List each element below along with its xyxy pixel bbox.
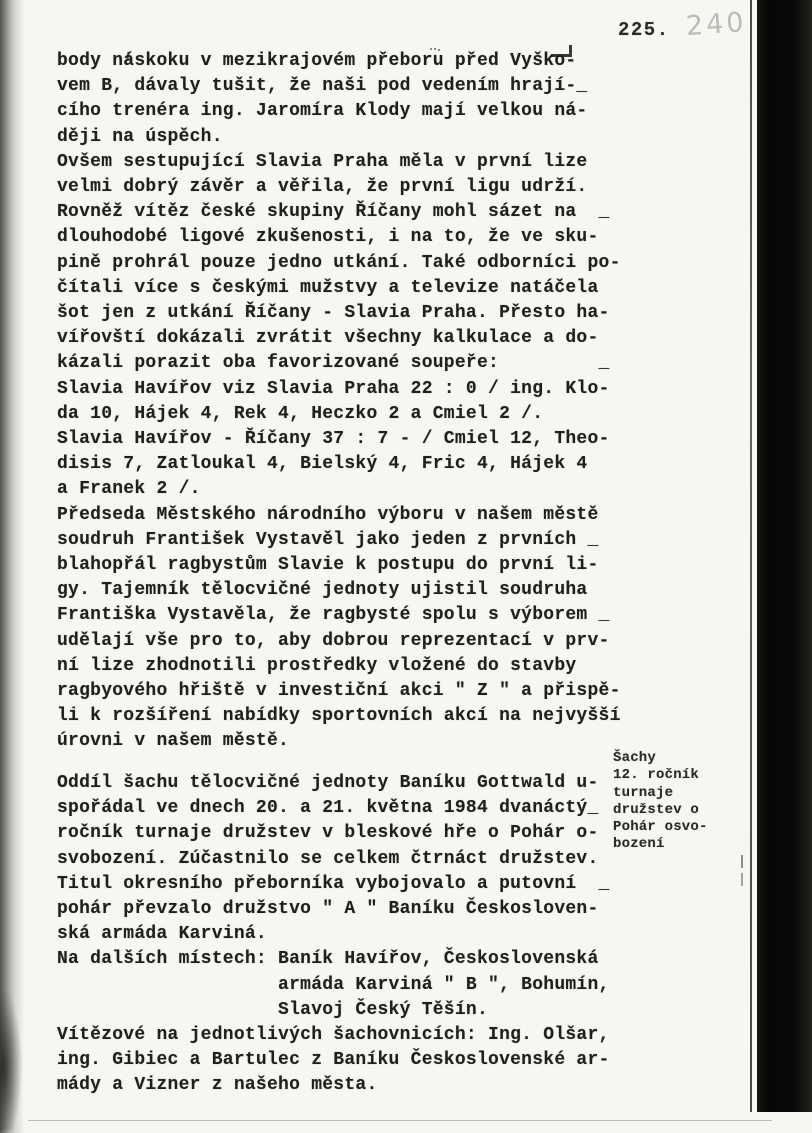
- typewritten-line: mády a Vizner z našeho města.: [57, 1075, 378, 1096]
- typewritten-line: ní lize zhodnotili prostředky vložené do stavby: [57, 655, 577, 676]
- binding-shadow-blotch: [0, 990, 22, 1130]
- typewritten-line: vířovští dokázali zvrátit všechny kalkulace a do-: [57, 328, 599, 349]
- typewritten-line: Titul okresního přeborníka vybojovalo a putovní _: [57, 873, 610, 894]
- bottom-scan-rule: [28, 1120, 772, 1121]
- typewritten-line: čítali více s českými mužstvy a televize natáčela: [57, 277, 599, 298]
- typewritten-line: blahopřál ragbystům Slavie k postupu do první li-: [57, 555, 599, 576]
- typewritten-line: ragbyového hřiště v investiční akci " Z " a přispě-: [57, 681, 621, 702]
- typewritten-line: šot jen z utkání Říčany - Slavia Praha. Přesto ha-: [57, 303, 610, 324]
- typewritten-line: ději na úspěch.: [57, 126, 223, 147]
- main-text-block-chess: [57, 771, 610, 1099]
- margin-ink-mark: [741, 855, 743, 868]
- penciled-page-number: 240: [684, 6, 748, 43]
- typewritten-line: cího trenéra ing. Jaromíra Klody mají velkou ná-: [57, 101, 588, 122]
- typewritten-line: velmi dobrý závěr a věřila, že první ligu udrží.: [57, 177, 588, 198]
- typewritten-line: Na dalších místech: Baník Havířov, Československá: [57, 949, 599, 970]
- typewritten-line: kázali porazit oba favorizované soupeře: _: [57, 353, 610, 374]
- typewritten-line: Vítězové na jednotlivých šachovnicích: Ing. Olšar,: [57, 1025, 610, 1046]
- typewritten-line: Slavia Havířov viz Slavia Praha 22 : 0 / ing. Klo-: [57, 378, 610, 399]
- margin-note-line: Šachy: [613, 750, 657, 766]
- main-text-block-rugby: [57, 49, 621, 755]
- margin-note-line: bození: [613, 836, 665, 853]
- scanner-black-bar: [757, 0, 812, 1112]
- margin-note-line: družstev o: [613, 801, 700, 818]
- typewritten-line: Oddíl šachu tělocvičné jednoty Baníku Gottwald u-: [57, 773, 599, 793]
- typewritten-line: Slavoj Český Těšín.: [57, 999, 489, 1020]
- typewritten-line: udělají vše pro to, aby dobrou reprezentací v prv-: [57, 630, 610, 651]
- typewritten-line: armáda Karviná " B ", Bohumín,: [57, 974, 610, 995]
- typewritten-line: vem B, dávaly tušit, že naši pod vedením hrají-_: [57, 76, 588, 97]
- page-edge-line: [750, 0, 752, 1112]
- typewritten-line: a Franek 2 /.: [57, 479, 201, 500]
- typewritten-line: dlouhodobé ligové zkušenosti, i na to, že ve sku-: [57, 227, 599, 248]
- margin-note-line: Pohár osvo-: [613, 819, 708, 836]
- typewritten-line: úrovni v našem městě.: [57, 731, 290, 752]
- typewritten-line: body náskoku v mezikrajovém přeboru před Vyško-: [57, 51, 577, 71]
- typewritten-line: ská armáda Karviná.: [57, 924, 267, 945]
- typewritten-line: gy. Tajemník tělocvičné jednoty ujistil soudruha: [57, 580, 588, 601]
- book-binding-edge: [0, 0, 24, 1133]
- typewritten-line: Předseda Městského národního výboru v našem městě: [57, 504, 599, 525]
- typewritten-line: ročník turnaje družstev v bleskové hře o Pohár o-: [57, 823, 599, 844]
- typewritten-line: ing. Gibiec a Bartulec z Baníku Československé ar-: [57, 1050, 610, 1071]
- typewritten-line: Františka Vystavěla, že ragbysté spolu s výborem _: [57, 605, 610, 626]
- margin-note-chess: [613, 750, 708, 854]
- typewritten-line: Slavia Havířov - Říčany 37 : 7 - / Cmiel 12, Theo-: [57, 429, 610, 450]
- typewritten-line: da 10, Hájek 4, Rek 4, Heczko 2 a Cmiel 2 /.: [57, 403, 544, 424]
- margin-note-line: 12. ročník: [613, 767, 700, 784]
- typewritten-line: spořádal ve dnech 20. a 21. května 1984 dvanáctý_: [57, 798, 599, 819]
- typewritten-line: Ovšem sestupující Slavia Praha měla v první lize: [57, 151, 588, 172]
- typewritten-line: soudruh František Vystavěl jako jeden z prvních _: [57, 529, 599, 550]
- typewritten-line: pině prohrál pouze jedno utkání. Také odborníci po-: [57, 252, 621, 273]
- typewritten-line: disis 7, Zatloukal 4, Bielský 4, Fric 4, Hájek 4: [57, 454, 588, 475]
- margin-note-line: turnaje: [613, 784, 674, 801]
- typewritten-line: svobození. Zúčastnilo se celkem čtrnáct družstev.: [57, 848, 599, 869]
- typed-page-number: 225.: [618, 19, 670, 41]
- typewritten-line: Rovněž vítěz české skupiny Říčany mohl sázet na _: [57, 202, 610, 223]
- typewritten-line: li k rozšíření nabídky sportovních akcí na nejvyšší: [57, 706, 621, 727]
- typewritten-line: pohár převzalo družstvo " A " Baníku Českosloven-: [57, 899, 599, 920]
